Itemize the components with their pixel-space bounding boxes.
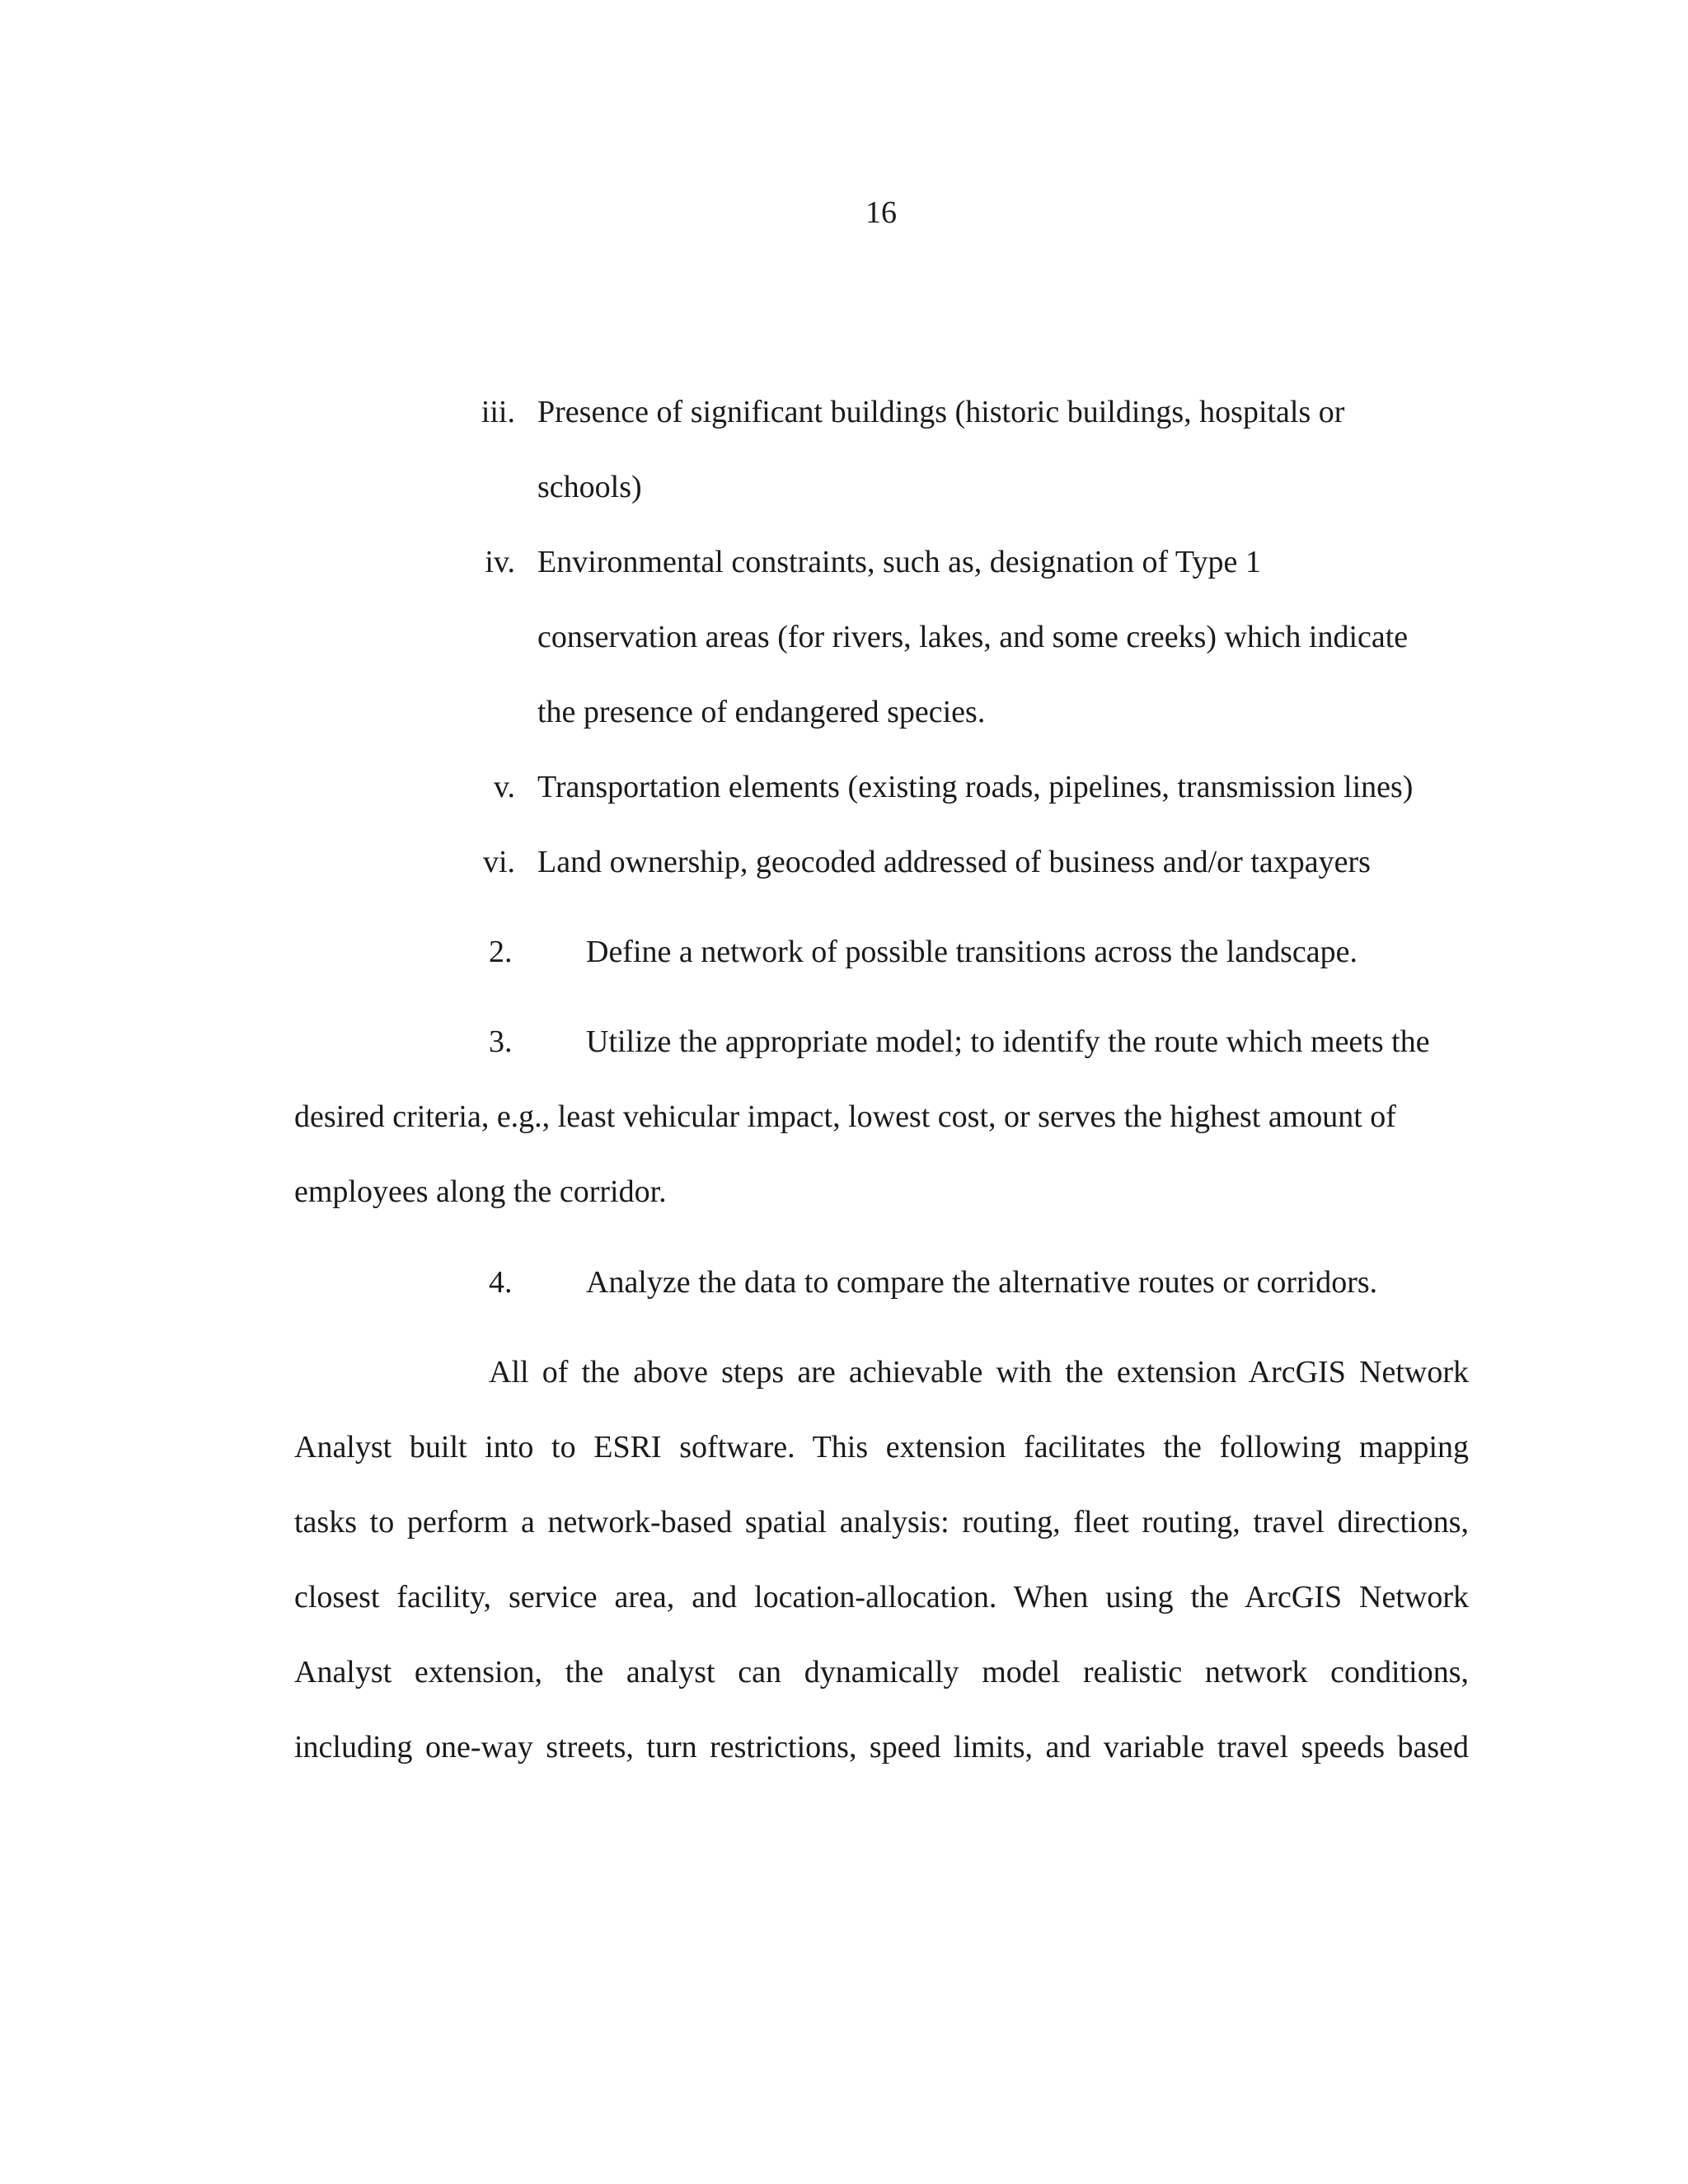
paragraph-line: including one-way streets, turn restrictions, speed limits, and variable travel speeds based <box>294 1730 1469 1765</box>
paragraph-line: tasks to perform a network-based spatial analysis: routing, fleet routing, travel directions, <box>294 1505 1469 1540</box>
step-text-continuation: desired criteria, e.g., least vehicular impact, lowest cost, or serves the highest amount of <box>294 1099 1396 1134</box>
list-item-text: conservation areas (for rivers, lakes, and some creeks) which indicate <box>537 620 1409 654</box>
list-numeral: iv. <box>485 545 515 579</box>
paragraph-line: Analyst built into to ESRI software. This extension facilitates the following mapping <box>294 1430 1469 1465</box>
list-item-text: Transportation elements (existing roads, pipelines, transmission lines) <box>537 770 1414 804</box>
step-text: Define a network of possible transitions across the landscape. <box>586 935 1358 969</box>
list-numeral: v. <box>493 770 515 804</box>
step-text: Utilize the appropriate model; to identify the route which meets the <box>586 1024 1430 1059</box>
paragraph-line: All of the above steps are achievable with the extension ArcGIS Network <box>489 1355 1469 1390</box>
list-item-text: Presence of significant buildings (historic buildings, hospitals or <box>537 395 1345 429</box>
list-item-text: the presence of endangered species. <box>537 695 986 729</box>
paragraph-line: closest facility, service area, and location-allocation. When using the ArcGIS Network <box>294 1580 1469 1615</box>
list-item-text: Land ownership, geocoded addressed of business and/or taxpayers <box>537 845 1371 879</box>
step-number: 2. <box>489 935 513 969</box>
step-text-continuation: employees along the corridor. <box>294 1174 667 1209</box>
step-number: 4. <box>489 1265 513 1300</box>
list-numeral: iii. <box>481 395 515 429</box>
list-item-text: Environmental constraints, such as, designation of Type 1 <box>537 545 1261 579</box>
list-item-text: schools) <box>537 470 642 504</box>
step-number: 3. <box>489 1024 513 1059</box>
list-numeral: vi. <box>482 845 515 879</box>
step-text: Analyze the data to compare the alternative routes or corridors. <box>586 1265 1378 1300</box>
page-number: 16 <box>865 195 897 230</box>
paragraph-line: Analyst extension, the analyst can dynamically model realistic network conditions, <box>294 1655 1469 1690</box>
